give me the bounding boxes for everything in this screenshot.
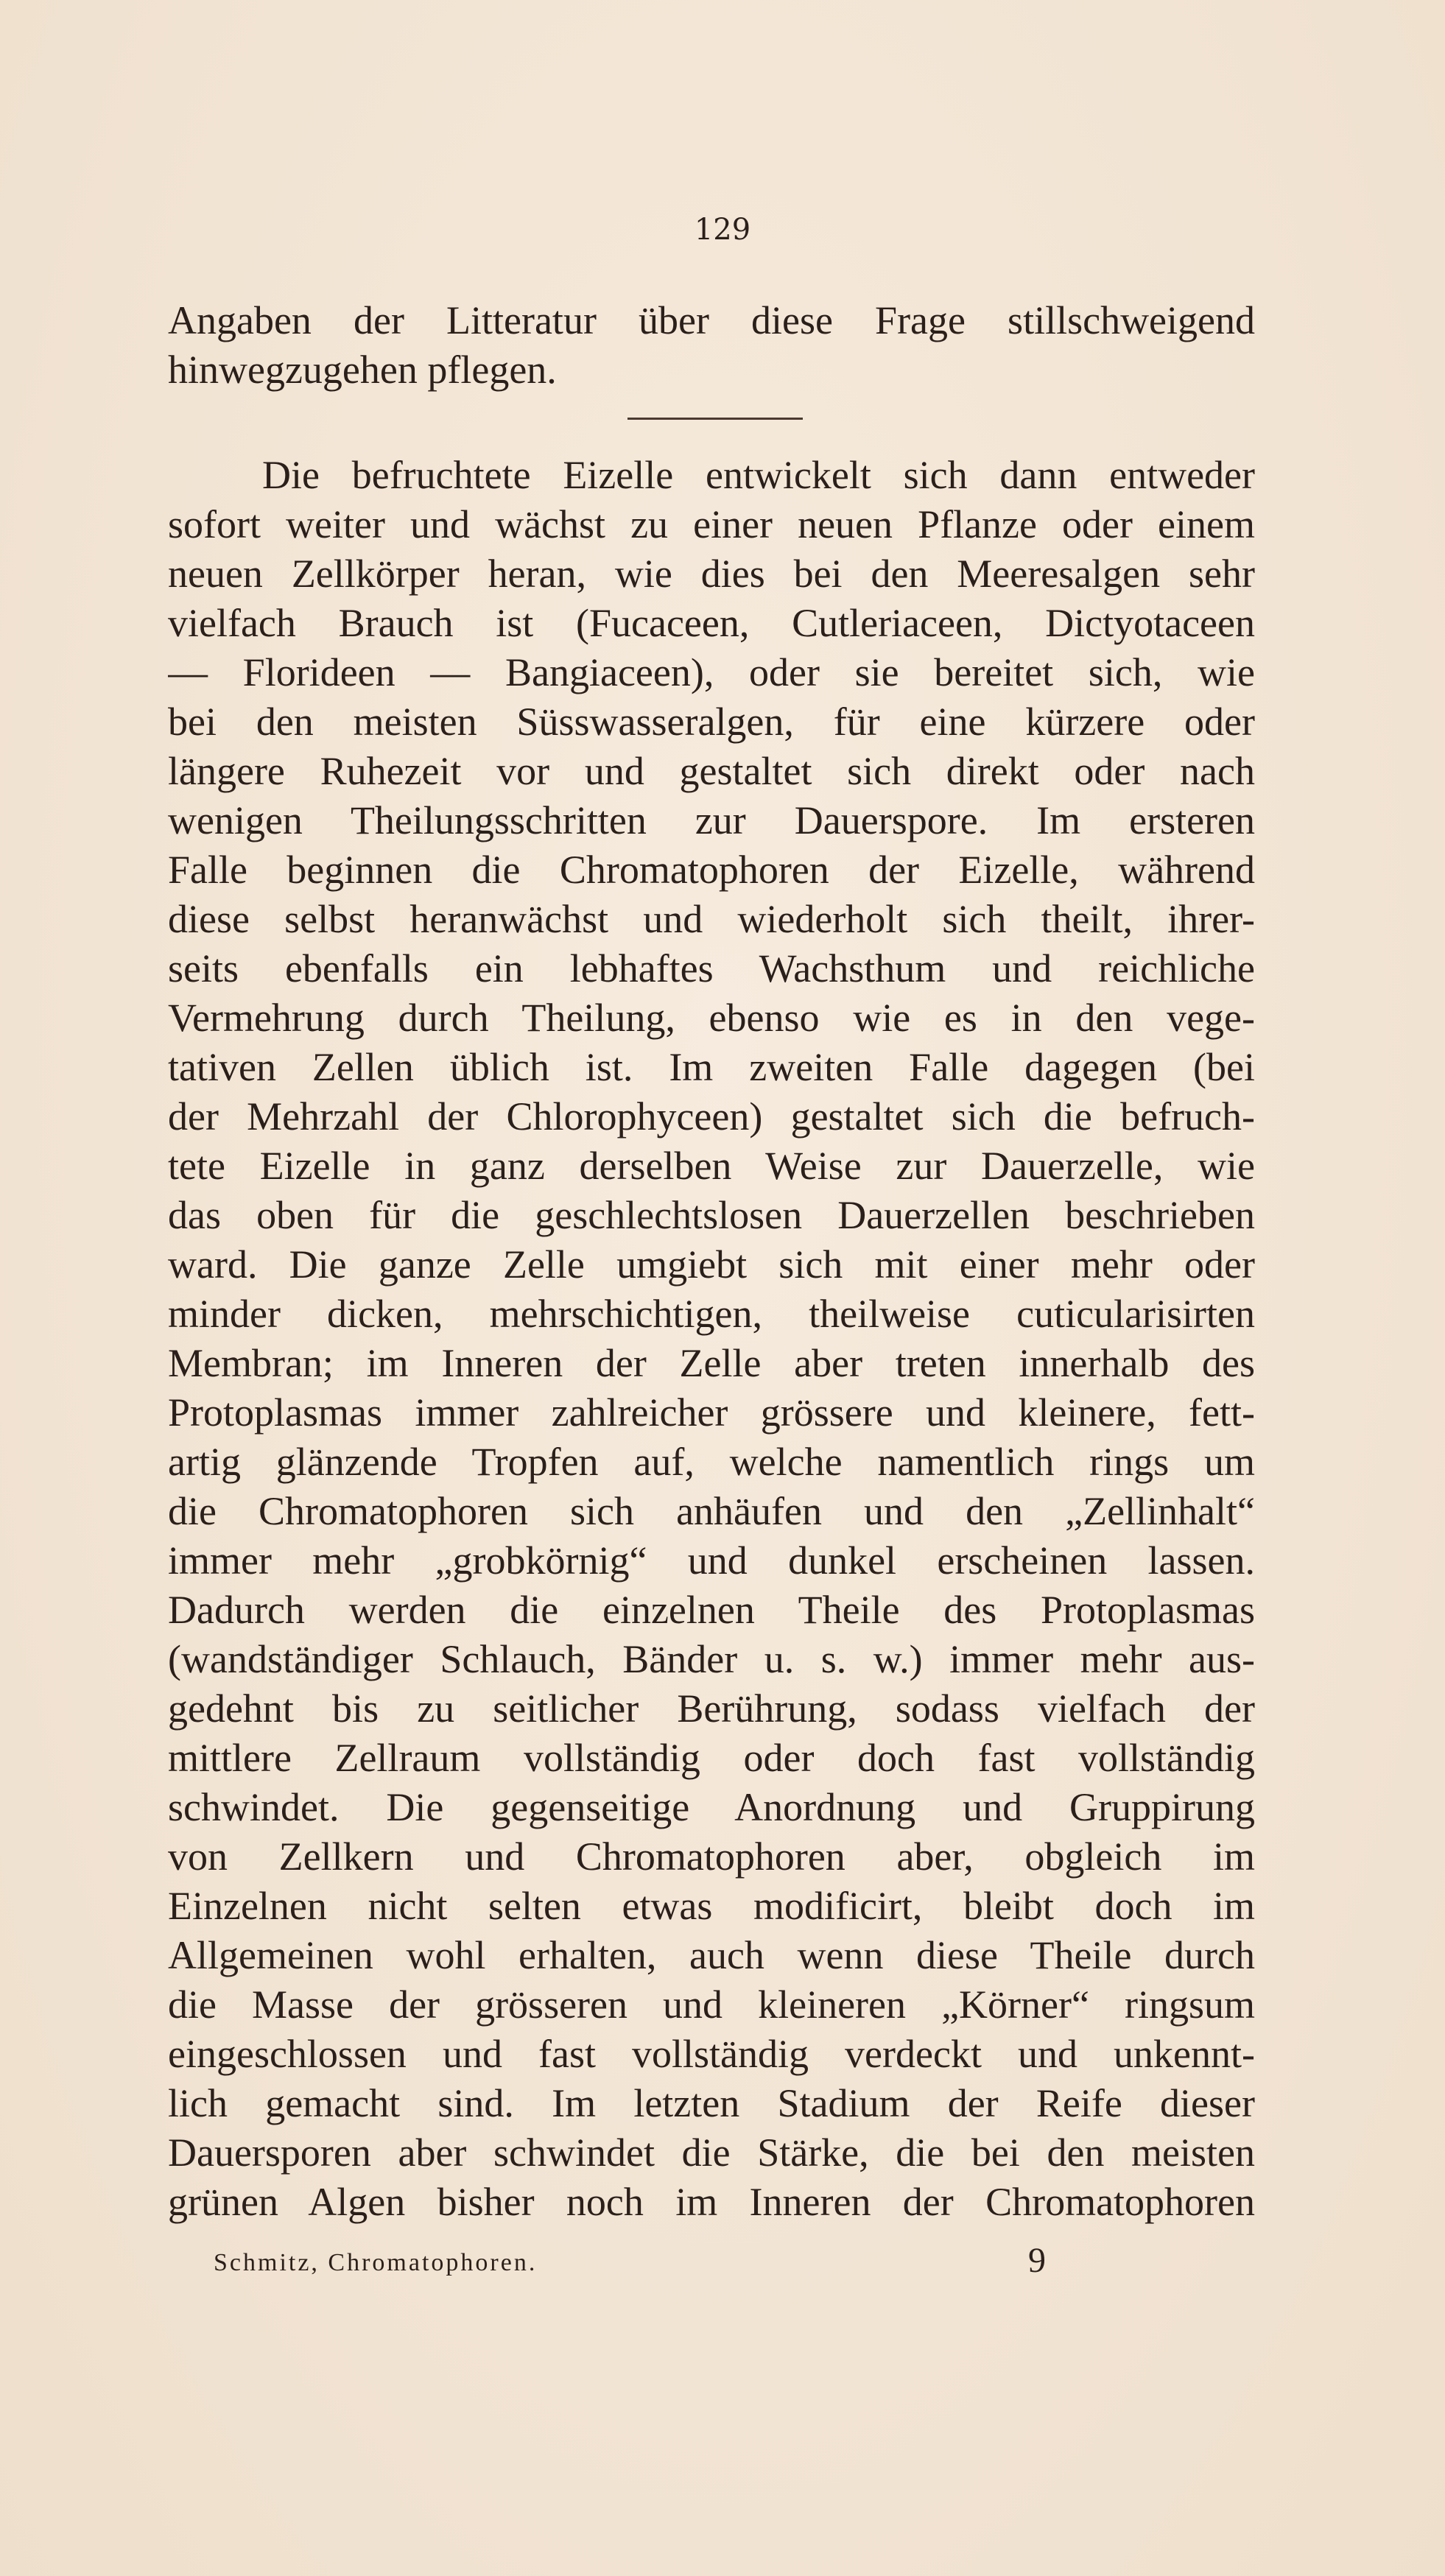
text-line: Die befruchtete Eizelle entwickelt sich dann entweder [262, 453, 1255, 497]
text-line: vielfach Brauch ist (Fucaceen, Cutleriaceen, Dictyotaceen [168, 601, 1255, 645]
text-line: — Florideen — Bangiaceen), oder sie bereitet sich, wie [168, 650, 1255, 694]
text-line: Falle beginnen die Chromatophoren der Eizelle, während [168, 848, 1255, 892]
text-line: ward. Die ganze Zelle umgiebt sich mit einer mehr oder [168, 1242, 1255, 1287]
text-line: minder dicken, mehrschichtigen, theilweise cuticularisirten [168, 1292, 1255, 1336]
intro-text [168, 296, 1255, 395]
text-line: eingeschlossen und fast vollständig verdeckt und unkennt- [168, 2032, 1255, 2076]
text-line: längere Ruhezeit vor und gestaltet sich direkt oder nach [168, 749, 1255, 793]
text-line: tete Eizelle in ganz derselben Weise zur Dauerzelle, wie [168, 1144, 1255, 1188]
text-line: gedehnt bis zu seitlicher Berührung, sodass vielfach der [168, 1686, 1255, 1731]
text-line: (wandständiger Schlauch, Bänder u. s. w.) immer mehr aus- [168, 1637, 1255, 1681]
text-line: artig glänzende Tropfen auf, welche namentlich rings um [168, 1440, 1255, 1484]
text-line: sofort weiter und wächst zu einer neuen Pflanze oder einem [168, 502, 1255, 546]
text-line: wenigen Theilungsschritten zur Dauerspore. Im ersteren [168, 798, 1255, 842]
text-line: das oben für die geschlechtslosen Dauerzellen beschrieben [168, 1193, 1255, 1237]
text-line: Einzelnen nicht selten etwas modificirt, bleibt doch im [168, 1884, 1255, 1928]
text-line: seits ebenfalls ein lebhaftes Wachsthum und reichliche [168, 946, 1255, 990]
text-line: bei den meisten Süsswasseralgen, für eine kürzere oder [168, 700, 1255, 744]
text-line: Vermehrung durch Theilung, ebenso wie es in den vege- [168, 996, 1255, 1040]
footer-author-title: Schmitz, Chromatophoren. [214, 2249, 538, 2276]
text-line: Protoplasmas immer zahlreicher grössere und kleinere, fett- [168, 1390, 1255, 1435]
footer-sheet-number: 9 [1028, 2241, 1046, 2280]
text-line: neuen Zellkörper heran, wie dies bei den Meeresalgen sehr [168, 552, 1255, 596]
text-line: Angaben der Litteratur über diese Frage stillschweigend [168, 298, 1255, 342]
text-line: schwindet. Die gegenseitige Anordnung und Gruppirung [168, 1785, 1255, 1829]
text-line: die Masse der grösseren und kleineren „Körner“ ringsum [168, 1982, 1255, 2027]
text-line: immer mehr „grobkörnig“ und dunkel erscheinen lassen. [168, 1538, 1255, 1583]
text-line: Dauersporen aber schwindet die Stärke, die bei den meisten [168, 2130, 1255, 2175]
text-line: Membran; im Inneren der Zelle aber treten innerhalb des [168, 1341, 1255, 1385]
text-line: von Zellkern und Chromatophoren aber, obgleich im [168, 1834, 1255, 1879]
page-number: 129 [694, 213, 751, 247]
text-line: die Chromatophoren sich anhäufen und den „Zellinhalt“ [168, 1489, 1255, 1533]
text-line: der Mehrzahl der Chlorophyceen) gestaltet sich die befruch- [168, 1094, 1255, 1139]
text-line: tativen Zellen üblich ist. Im zweiten Falle dagegen (bei [168, 1045, 1255, 1089]
section-divider [627, 418, 803, 420]
main-paragraph [168, 451, 1255, 2227]
text-line: lich gemacht sind. Im letzten Stadium der Reife dieser [168, 2081, 1255, 2125]
text-line: Dadurch werden die einzelnen Theile des Protoplasmas [168, 1588, 1255, 1632]
text-line: hinwegzugehen pflegen. [168, 348, 557, 392]
text-line: diese selbst heranwächst und wiederholt sich theilt, ihrer- [168, 897, 1255, 941]
text-line: grünen Algen bisher noch im Inneren der Chromatophoren [168, 2180, 1255, 2224]
text-line: Allgemeinen wohl erhalten, auch wenn diese Theile durch [168, 1933, 1255, 1977]
text-line: mittlere Zellraum vollständig oder doch fast vollständig [168, 1736, 1255, 1780]
